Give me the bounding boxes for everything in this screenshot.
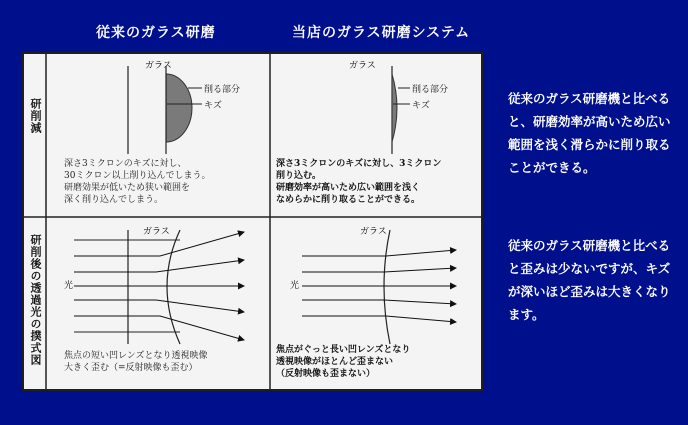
- deep-cut-shape: [166, 74, 192, 142]
- light-label-bl: 光: [64, 281, 74, 291]
- row-label-transmission: 研削後の透過光の撲式図: [29, 234, 42, 366]
- light-label-br: 光: [290, 281, 300, 291]
- glass-label-br: ガラス: [360, 227, 387, 237]
- glass-label-bl: ガラス: [143, 227, 170, 237]
- caption-conventional-transmission: 焦点の短い凹レンズとなり透視映像 大きく歪む（=反射映像も歪む）: [64, 351, 208, 373]
- caption-our-cut: 深さ3ミクロンのキズに対し、3ミクロン 削り込む。 研磨効率が高いため広い範囲を浅く なめらかに削り取ることができる。: [276, 159, 442, 205]
- scratch-label-tr: キズ: [412, 101, 430, 111]
- glass-label-tr: ガラス: [349, 61, 376, 71]
- side-text-second: 従来のガラス研磨機と比べると歪みは少ないですが、キズが深いほど歪みは大きくなります。: [508, 238, 671, 322]
- caption-conventional-cut: 深さ3ミクロンのキズに対し、 30ミクロン以上削り込んでしまう。 研磨効果が低いため狭い範囲を 深く削り込んでしまう。: [64, 159, 211, 205]
- cut-part-label-tr: 削る部分: [412, 85, 449, 95]
- shallow-cut-shape: [392, 74, 397, 142]
- row-label-cut: 研削減: [29, 98, 42, 134]
- caption-our-transmission: 焦点がぐっと長い凹レンズとなり 透視映像がほとんど歪まない （反射映像も歪まない）: [276, 345, 411, 379]
- side-text-first: 従来のガラス研磨機と比べると、研磨効率が高いため広い範囲を浅く滑らかに削り取ることができる。: [508, 91, 671, 175]
- cut-part-label-tl: 削る部分: [204, 85, 241, 95]
- header-our-system: 当店のガラス研磨システム: [292, 25, 471, 41]
- scratch-label-tl: キズ: [204, 101, 222, 111]
- header-conventional: 従来のガラス研磨: [96, 25, 216, 41]
- comparison-panel: [22, 52, 483, 391]
- glass-label-tl: ガラス: [145, 61, 172, 71]
